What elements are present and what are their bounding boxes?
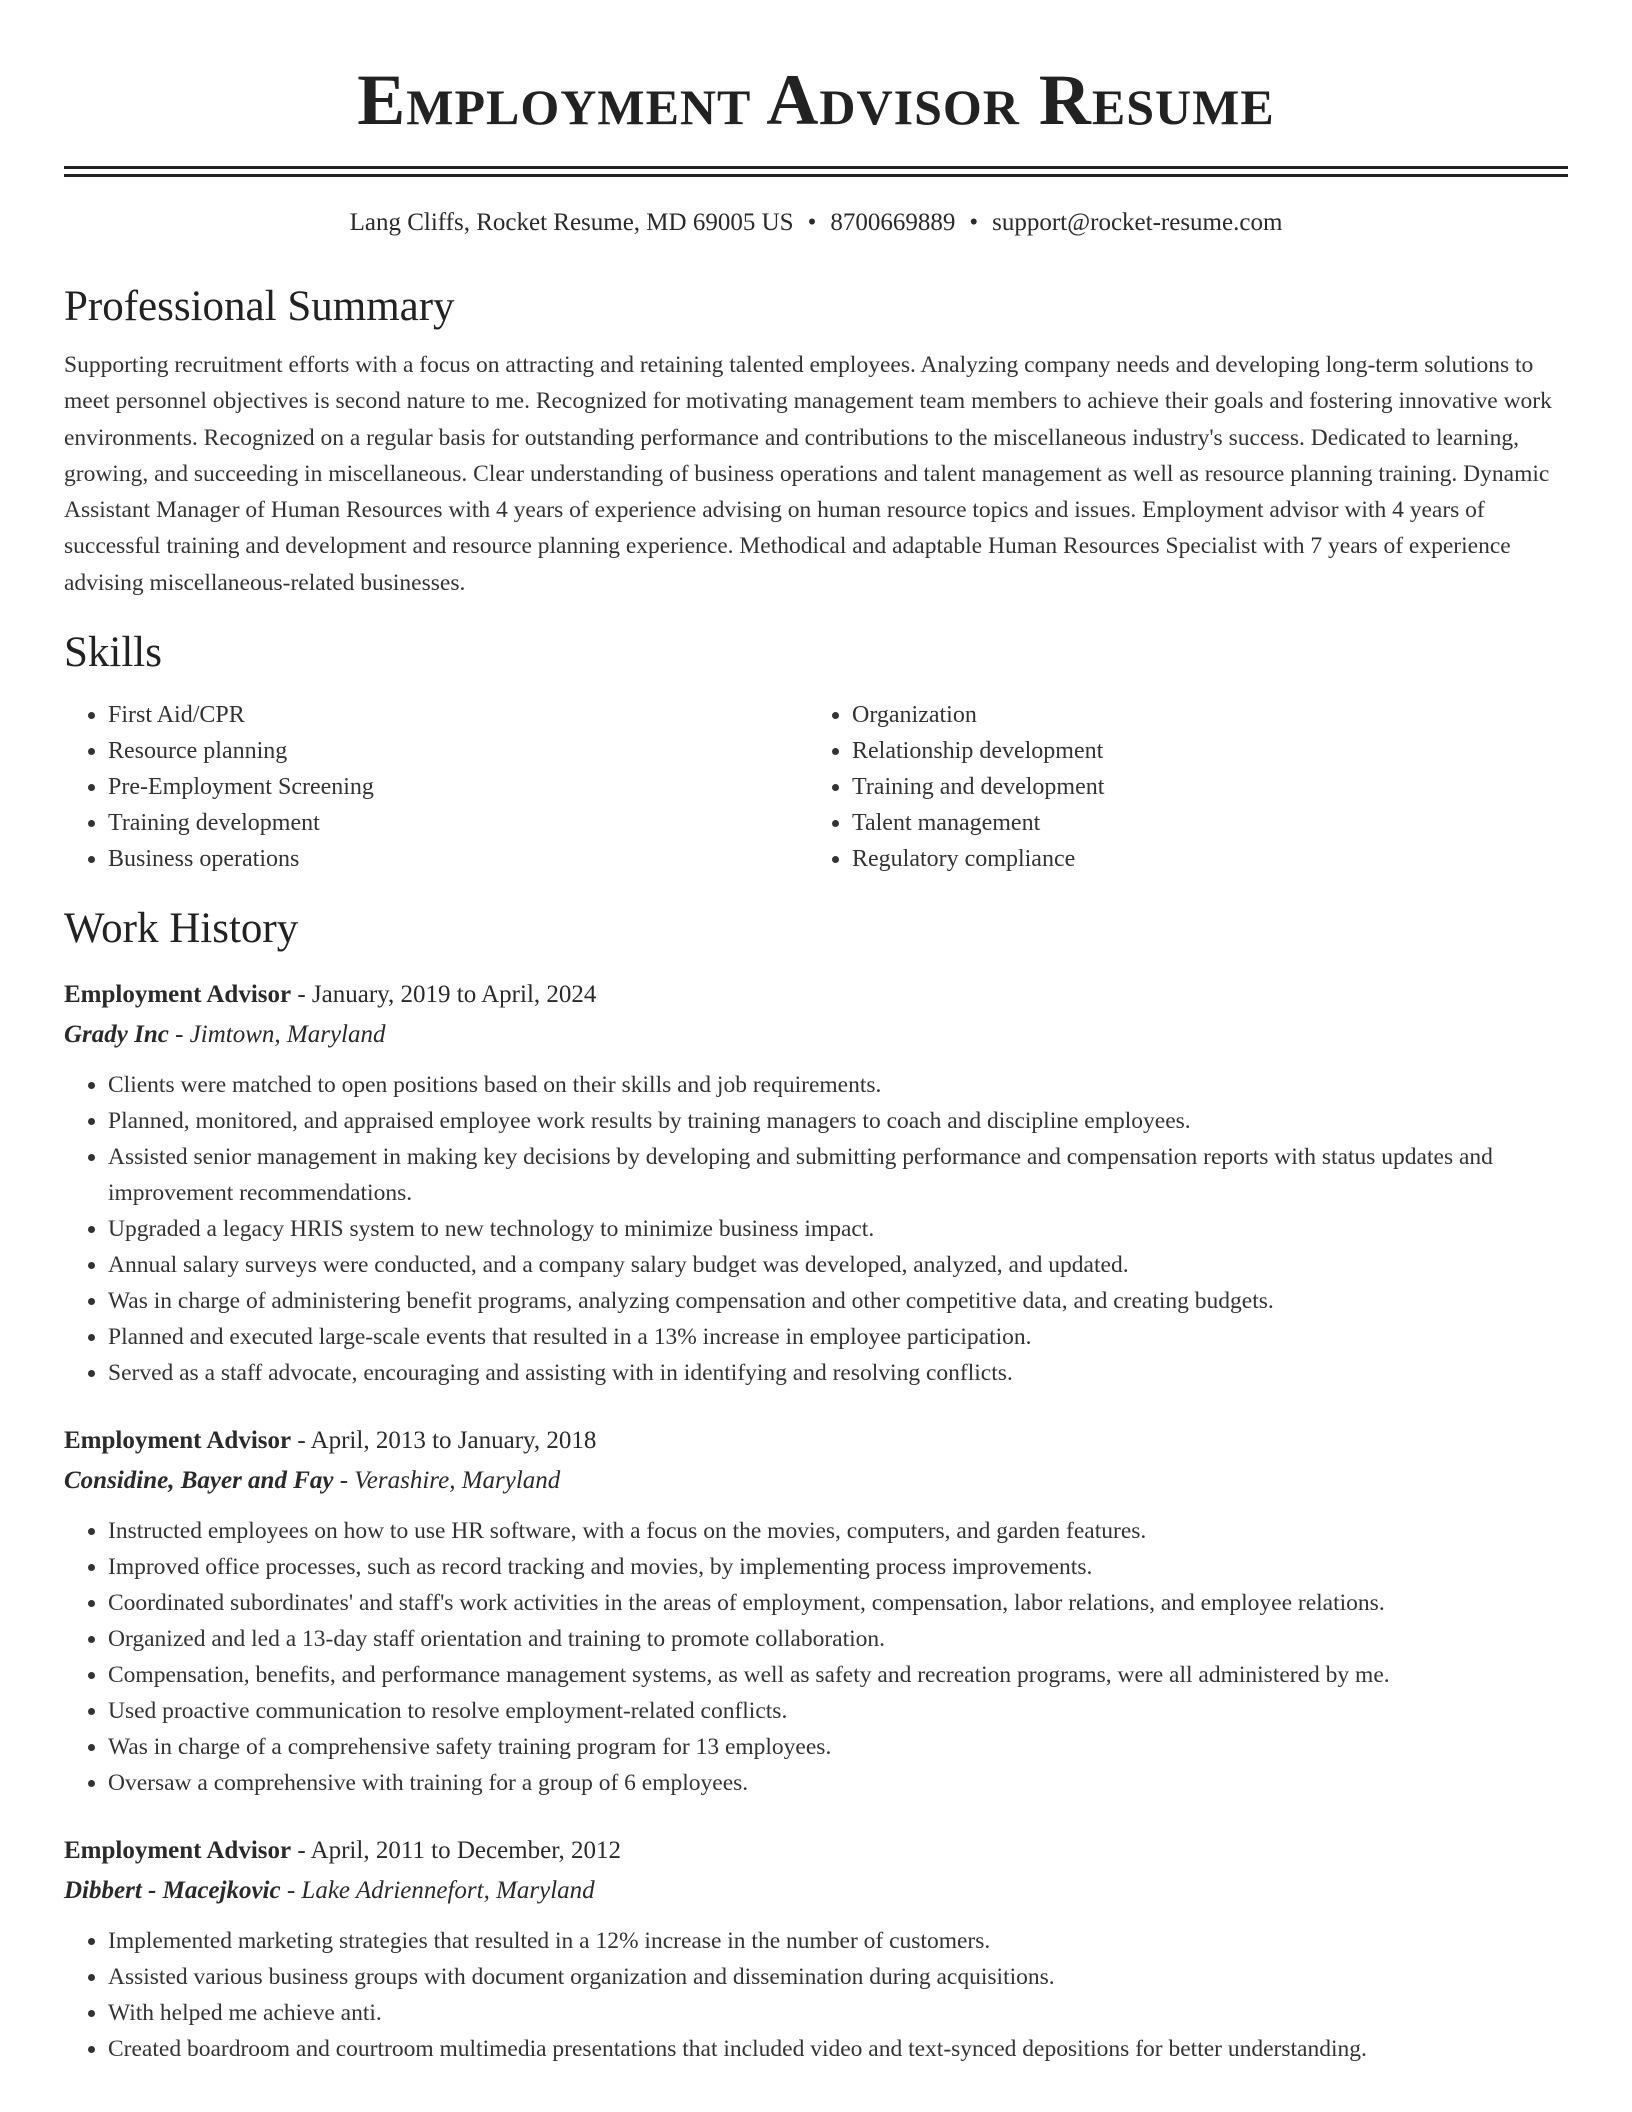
skills-column-right bbox=[808, 697, 1552, 877]
skill-item: • Pre-Employment Screening bbox=[108, 769, 808, 805]
contact-separator: • bbox=[969, 209, 979, 236]
job-dates: - January, 2019 to April, 2024 bbox=[291, 981, 597, 1009]
job-location: - Lake Adriennefort, Maryland bbox=[280, 1877, 595, 1905]
skills-column-left bbox=[64, 697, 808, 877]
job-bullet: • With helped me achieve anti. bbox=[108, 1995, 1568, 2031]
summary-text: Supporting recruitment efforts with a focus on attracting and retaining talented employees. Analyzing company needs and developing long-term solutions to meet personnel objectives is second nature to me. Recognized for motivating management team members to achieve their goals and fostering innovative work environments. Recognized on a regular basis for outstanding performance and contributions to the miscellaneous industry's success. Dedicated to learning, growing, and succeeding in miscellaneous. Clear understanding of business operations and talent management as well as resource planning training. Dynamic Assistant Manager of Human Resources with 4 years of experience advising on human resource topics and issues. Employment advisor with 4 years of successful training and development and resource planning experience. Methodical and adaptable Human Resources Specialist with 7 years of experience advising miscellaneous-related businesses. bbox=[64, 352, 1552, 596]
summary-heading: Professional Summary bbox=[64, 283, 455, 330]
job-location: - Jimtown, Maryland bbox=[168, 1021, 386, 1049]
skill-item: • Resource planning bbox=[108, 733, 808, 769]
resume-title: Employment Advisor Resume bbox=[357, 60, 1275, 140]
job-bullets bbox=[64, 1067, 1568, 1391]
job-bullet: • Served as a staff advocate, encouraging and assisting with in identifying and resolving conflicts. bbox=[108, 1355, 1568, 1391]
job-bullet: • Was in charge of administering benefit programs, analyzing compensation and other competitive data, and creating budgets. bbox=[108, 1283, 1568, 1319]
job-bullet: • Annual salary surveys were conducted, and a company salary budget was developed, analyzed, and updated. bbox=[108, 1247, 1568, 1283]
job-bullet: • Oversaw a comprehensive with training for a group of 6 employees. bbox=[108, 1765, 1568, 1801]
job-bullet: • Implemented marketing strategies that resulted in a 12% increase in the number of customers. bbox=[108, 1923, 1568, 1959]
job-company-line bbox=[64, 1871, 1568, 1911]
job-role: Employment Advisor bbox=[64, 1837, 292, 1865]
job-company: Grady Inc bbox=[64, 1021, 169, 1049]
skill-item: • First Aid/CPR bbox=[108, 697, 808, 733]
job-bullet: • Organized and led a 13-day staff orientation and training to promote collaboration. bbox=[108, 1621, 1568, 1657]
job-bullet: • Used proactive communication to resolve employment-related conflicts. bbox=[108, 1693, 1568, 1729]
job-company-line bbox=[64, 1461, 1568, 1501]
job-bullet: • Clients were matched to open positions based on their skills and job requirements. bbox=[108, 1067, 1568, 1103]
title-double-rule bbox=[64, 166, 1568, 177]
job-title-line bbox=[64, 1831, 1568, 1871]
job-bullet: • Was in charge of a comprehensive safety training program for 13 employees. bbox=[108, 1729, 1568, 1765]
skill-item: • Business operations bbox=[108, 841, 808, 877]
job-bullets bbox=[64, 1923, 1568, 2067]
skill-item: • Training and development bbox=[852, 769, 1552, 805]
skill-item: • Talent management bbox=[852, 805, 1552, 841]
job-role: Employment Advisor bbox=[64, 1427, 292, 1455]
job-company: Considine, Bayer and Fay bbox=[64, 1467, 334, 1495]
job-bullet: • Created boardroom and courtroom multimedia presentations that included video and text-synced depositions for better understanding. bbox=[108, 2031, 1568, 2067]
contact-phone: 8700669889 bbox=[830, 209, 956, 236]
job-bullet: • Instructed employees on how to use HR software, with a focus on the movies, computers, and garden features. bbox=[108, 1513, 1568, 1549]
job-bullet: • Compensation, benefits, and performance management systems, as well as safety and recreation programs, were all administered by me. bbox=[108, 1657, 1568, 1693]
job-title-line bbox=[64, 975, 1568, 1015]
job-bullet: • Upgraded a legacy HRIS system to new technology to minimize business impact. bbox=[108, 1211, 1568, 1247]
skills-list bbox=[64, 697, 1568, 877]
contact-line bbox=[64, 207, 1568, 239]
job-dates: - April, 2013 to January, 2018 bbox=[291, 1427, 597, 1455]
job-bullet: • Assisted various business groups with document organization and dissemination during acquisitions. bbox=[108, 1959, 1568, 1995]
job-entry bbox=[64, 1831, 1568, 2067]
skill-item: • Relationship development bbox=[852, 733, 1552, 769]
skill-item: • Organization bbox=[852, 697, 1552, 733]
job-company: Dibbert - Macejkovic bbox=[64, 1877, 281, 1905]
job-entry bbox=[64, 1421, 1568, 1801]
job-bullet: • Planned, monitored, and appraised employee work results by training managers to coach and discipline employees. bbox=[108, 1103, 1568, 1139]
job-location: - Verashire, Maryland bbox=[333, 1467, 561, 1495]
skills-heading: Skills bbox=[64, 629, 162, 677]
job-bullet: • Improved office processes, such as record tracking and movies, by implementing process improvements. bbox=[108, 1549, 1568, 1585]
job-bullets bbox=[64, 1513, 1568, 1801]
skill-item: • Training development bbox=[108, 805, 808, 841]
contact-address: Lang Cliffs, Rocket Resume, MD 69005 US bbox=[349, 209, 794, 236]
job-bullet: • Coordinated subordinates' and staff's work activities in the areas of employment, compensation, labor relations, and employee relations. bbox=[108, 1585, 1568, 1621]
work-history-heading: Work History bbox=[64, 905, 299, 953]
contact-separator: • bbox=[807, 209, 817, 236]
job-bullet: • Planned and executed large-scale events that resulted in a 13% increase in employee participation. bbox=[108, 1319, 1568, 1355]
skill-item: • Regulatory compliance bbox=[852, 841, 1552, 877]
resume-page bbox=[64, 0, 1568, 2067]
job-entry bbox=[64, 975, 1568, 1391]
contact-email: support@rocket-resume.com bbox=[992, 209, 1283, 236]
job-role: Employment Advisor bbox=[64, 981, 292, 1009]
job-dates: - April, 2011 to December, 2012 bbox=[291, 1837, 622, 1865]
job-company-line bbox=[64, 1015, 1568, 1055]
job-bullet: • Assisted senior management in making key decisions by developing and submitting performance and compensation reports with status updates and improvement recommendations. bbox=[108, 1139, 1568, 1211]
job-title-line bbox=[64, 1421, 1568, 1461]
